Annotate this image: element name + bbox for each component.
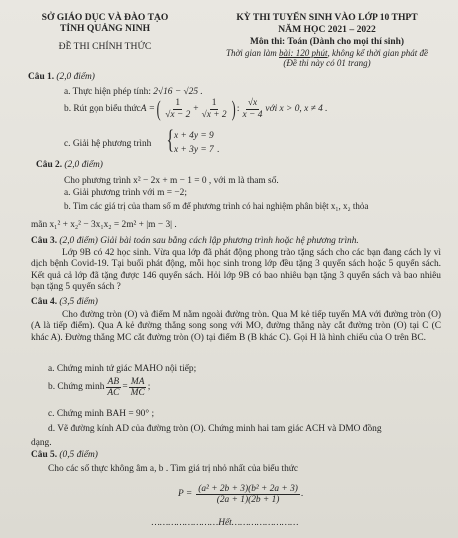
- q2-points: (2,0 điểm): [64, 160, 103, 170]
- q4-b-frac2-den: MC: [130, 388, 145, 399]
- q1-b-frac2: [200, 98, 229, 120]
- q4-b-text: b. Chứng minh: [48, 382, 105, 393]
- q4-b-end: ;: [147, 382, 151, 393]
- q1-b-var: A =: [140, 103, 155, 114]
- q4-b-frac1-num: AB: [107, 377, 120, 387]
- q2-a: a. Giải phương trình với m = −2;: [64, 188, 187, 198]
- exam-time-duration: bài: 120 phút: [279, 48, 328, 58]
- q5-points: (0,5 điểm): [59, 450, 98, 460]
- q3-heading: [31, 236, 359, 247]
- q4-body: Cho đường tròn (O) và điểm M nằm ngoài đường tròn. Qua M kẻ tiếp tuyến MA với đường tròn (O) (A là tiếp điểm). Qua A kẻ đường thẳng song song với MO, đường thẳng này cắt đường tròn (O) tại C (C khác A). Đường thẳng MC cắt đường tròn (O) tại điểm B (B khác C). Gọi H là hình chiếu của O trên BC.: [31, 310, 441, 343]
- dept-line1: SỞ GIÁO DỤC VÀ ĐÀO TẠO: [41, 12, 169, 23]
- q1-a: [64, 87, 203, 98]
- q1-b-frac2-num: 1: [211, 98, 217, 109]
- left-paren: (: [156, 96, 161, 121]
- q1-a-expr: 2√16 − √25 .: [153, 87, 203, 97]
- q5-expression: [178, 484, 303, 506]
- q2-intro: Cho phương trình x² − 2x + m − 1 = 0 , với m là tham số.: [64, 176, 279, 186]
- q4-title: Câu 4.: [31, 297, 58, 307]
- q5-p-frac: [196, 484, 300, 506]
- q1-b-frac3-den: x − 4: [242, 109, 263, 120]
- q1-b: [64, 98, 327, 120]
- exam-year: NĂM HỌC 2021 – 2022: [278, 24, 376, 35]
- exam-time: [198, 48, 456, 58]
- exam-subject: Môn thi: Toán (Dành cho mọi thí sinh): [250, 37, 404, 47]
- q3-body: Lớp 9B có 42 học sinh. Vừa qua lớp đã phát động phong trào tặng sách cho các bạn đang cách ly vì dịch bệnh Covid-19. Tại buổi phát động, mỗi học sinh trong lớp đều tặng 3 quyển sách hoặc 5 quyển sách. Kết quả cả lớp đã tặng được 146 quyển sách. Hỏi lớp 9B có bao nhiêu bạn tặng 3 quyển sách và bao nhiêu bạn tặng 5 quyển sách ?: [31, 248, 441, 293]
- q5-p-num: (a² + 2b + 3)(b² + 2a + 3): [198, 484, 298, 494]
- q1-title: Câu 1.: [28, 72, 55, 82]
- q2-b-line1: b. Tìm các giá trị của tham số m để phương trình có hai nghiệm phân biệt x₁, x₂ thỏa: [64, 201, 369, 211]
- exam-time-prefix: Thời gian làm: [225, 48, 279, 58]
- q5-intro: Cho các số thực không âm a, b . Tìm giá trị nhỏ nhất của biểu thức: [48, 464, 299, 474]
- q4-b-frac2: [129, 377, 147, 399]
- q1-b-colon: :: [236, 103, 240, 114]
- q3-heading-text: Giải bài toán sau bằng cách lập phương trình hoặc hệ phương trình.: [97, 236, 359, 246]
- q1-points: (2,0 điểm): [56, 72, 95, 82]
- q2-b-line2: mãn x₁² + x₂² − 3x₁x₂ = 2m² + |m − 3| .: [31, 220, 177, 230]
- official-label: ĐỀ THI CHÍNH THỨC: [58, 41, 152, 52]
- q1-b-frac3: [241, 98, 265, 120]
- q2-heading: [36, 160, 103, 171]
- q1-b-plus: +: [193, 103, 199, 114]
- q5-p-var: P =: [178, 489, 193, 500]
- exam-time-suffix: , không kể thời gian phát đề: [327, 48, 429, 58]
- dept-line2: TỈNH QUẢNG NINH: [59, 23, 151, 34]
- q1-b-frac3-num: √x: [247, 98, 258, 109]
- q4-a: a. Chứng minh tứ giác MAHO nội tiếp;: [48, 364, 197, 374]
- q4-b-frac1-den: AC: [107, 388, 120, 399]
- q4-d-line1: d. Vẽ đường kính AD của đường tròn (O). Chứng minh hai tam giác ACH và DMO đồng: [48, 424, 382, 434]
- q4-heading: [31, 297, 98, 308]
- q4-b-frac1: [105, 377, 121, 399]
- q1-b-frac1-den: √x − 2: [165, 109, 191, 120]
- q2-title: Câu 2.: [36, 160, 63, 170]
- q1-b-frac1-num: 1: [175, 98, 181, 109]
- system-brace: {: [166, 125, 174, 154]
- pages-note: (Đề thi này có 01 trang): [283, 58, 371, 68]
- q4-c: c. Chứng minh BAH = 90° ;: [48, 409, 155, 419]
- q1-a-text: a. Thực hiện phép tính:: [64, 87, 154, 97]
- q1-c-end: .: [217, 145, 220, 155]
- q1-c-eq2: x + 3y = 7: [174, 145, 214, 155]
- q1-c-eq1: x + 4y = 9: [174, 131, 214, 141]
- q4-points: (3,5 điểm): [59, 297, 98, 307]
- q4-d-line2: dạng.: [31, 438, 52, 448]
- q5-p-end: .: [300, 489, 304, 500]
- q4-b-eq: =: [122, 382, 128, 393]
- q4-b-frac2-num: MA: [130, 377, 145, 387]
- q5-heading: [31, 450, 98, 461]
- q5-p-den: (2a + 1)(2b + 1): [216, 495, 280, 506]
- q1-b-frac2-den: √x + 2: [201, 109, 227, 120]
- end-marker: ……………………Hết……………………: [151, 518, 299, 528]
- q1-b-text: b. Rút gọn biểu thức: [64, 103, 141, 114]
- q1-b-cond: với x > 0, x ≠ 4 .: [265, 103, 328, 114]
- q5-title: Câu 5.: [31, 450, 58, 460]
- right-paren: ): [231, 96, 236, 121]
- q1-heading: [28, 72, 95, 83]
- q4-b: [48, 377, 150, 399]
- exam-title: KỲ THI TUYỂN SINH VÀO LỚP 10 THPT: [236, 12, 418, 23]
- q1-c-text: c. Giải hệ phương trình: [64, 139, 152, 149]
- q3-title: Câu 3.: [31, 236, 58, 246]
- q1-b-frac1: [163, 98, 192, 120]
- q3-points: (2,0 điểm): [59, 236, 98, 246]
